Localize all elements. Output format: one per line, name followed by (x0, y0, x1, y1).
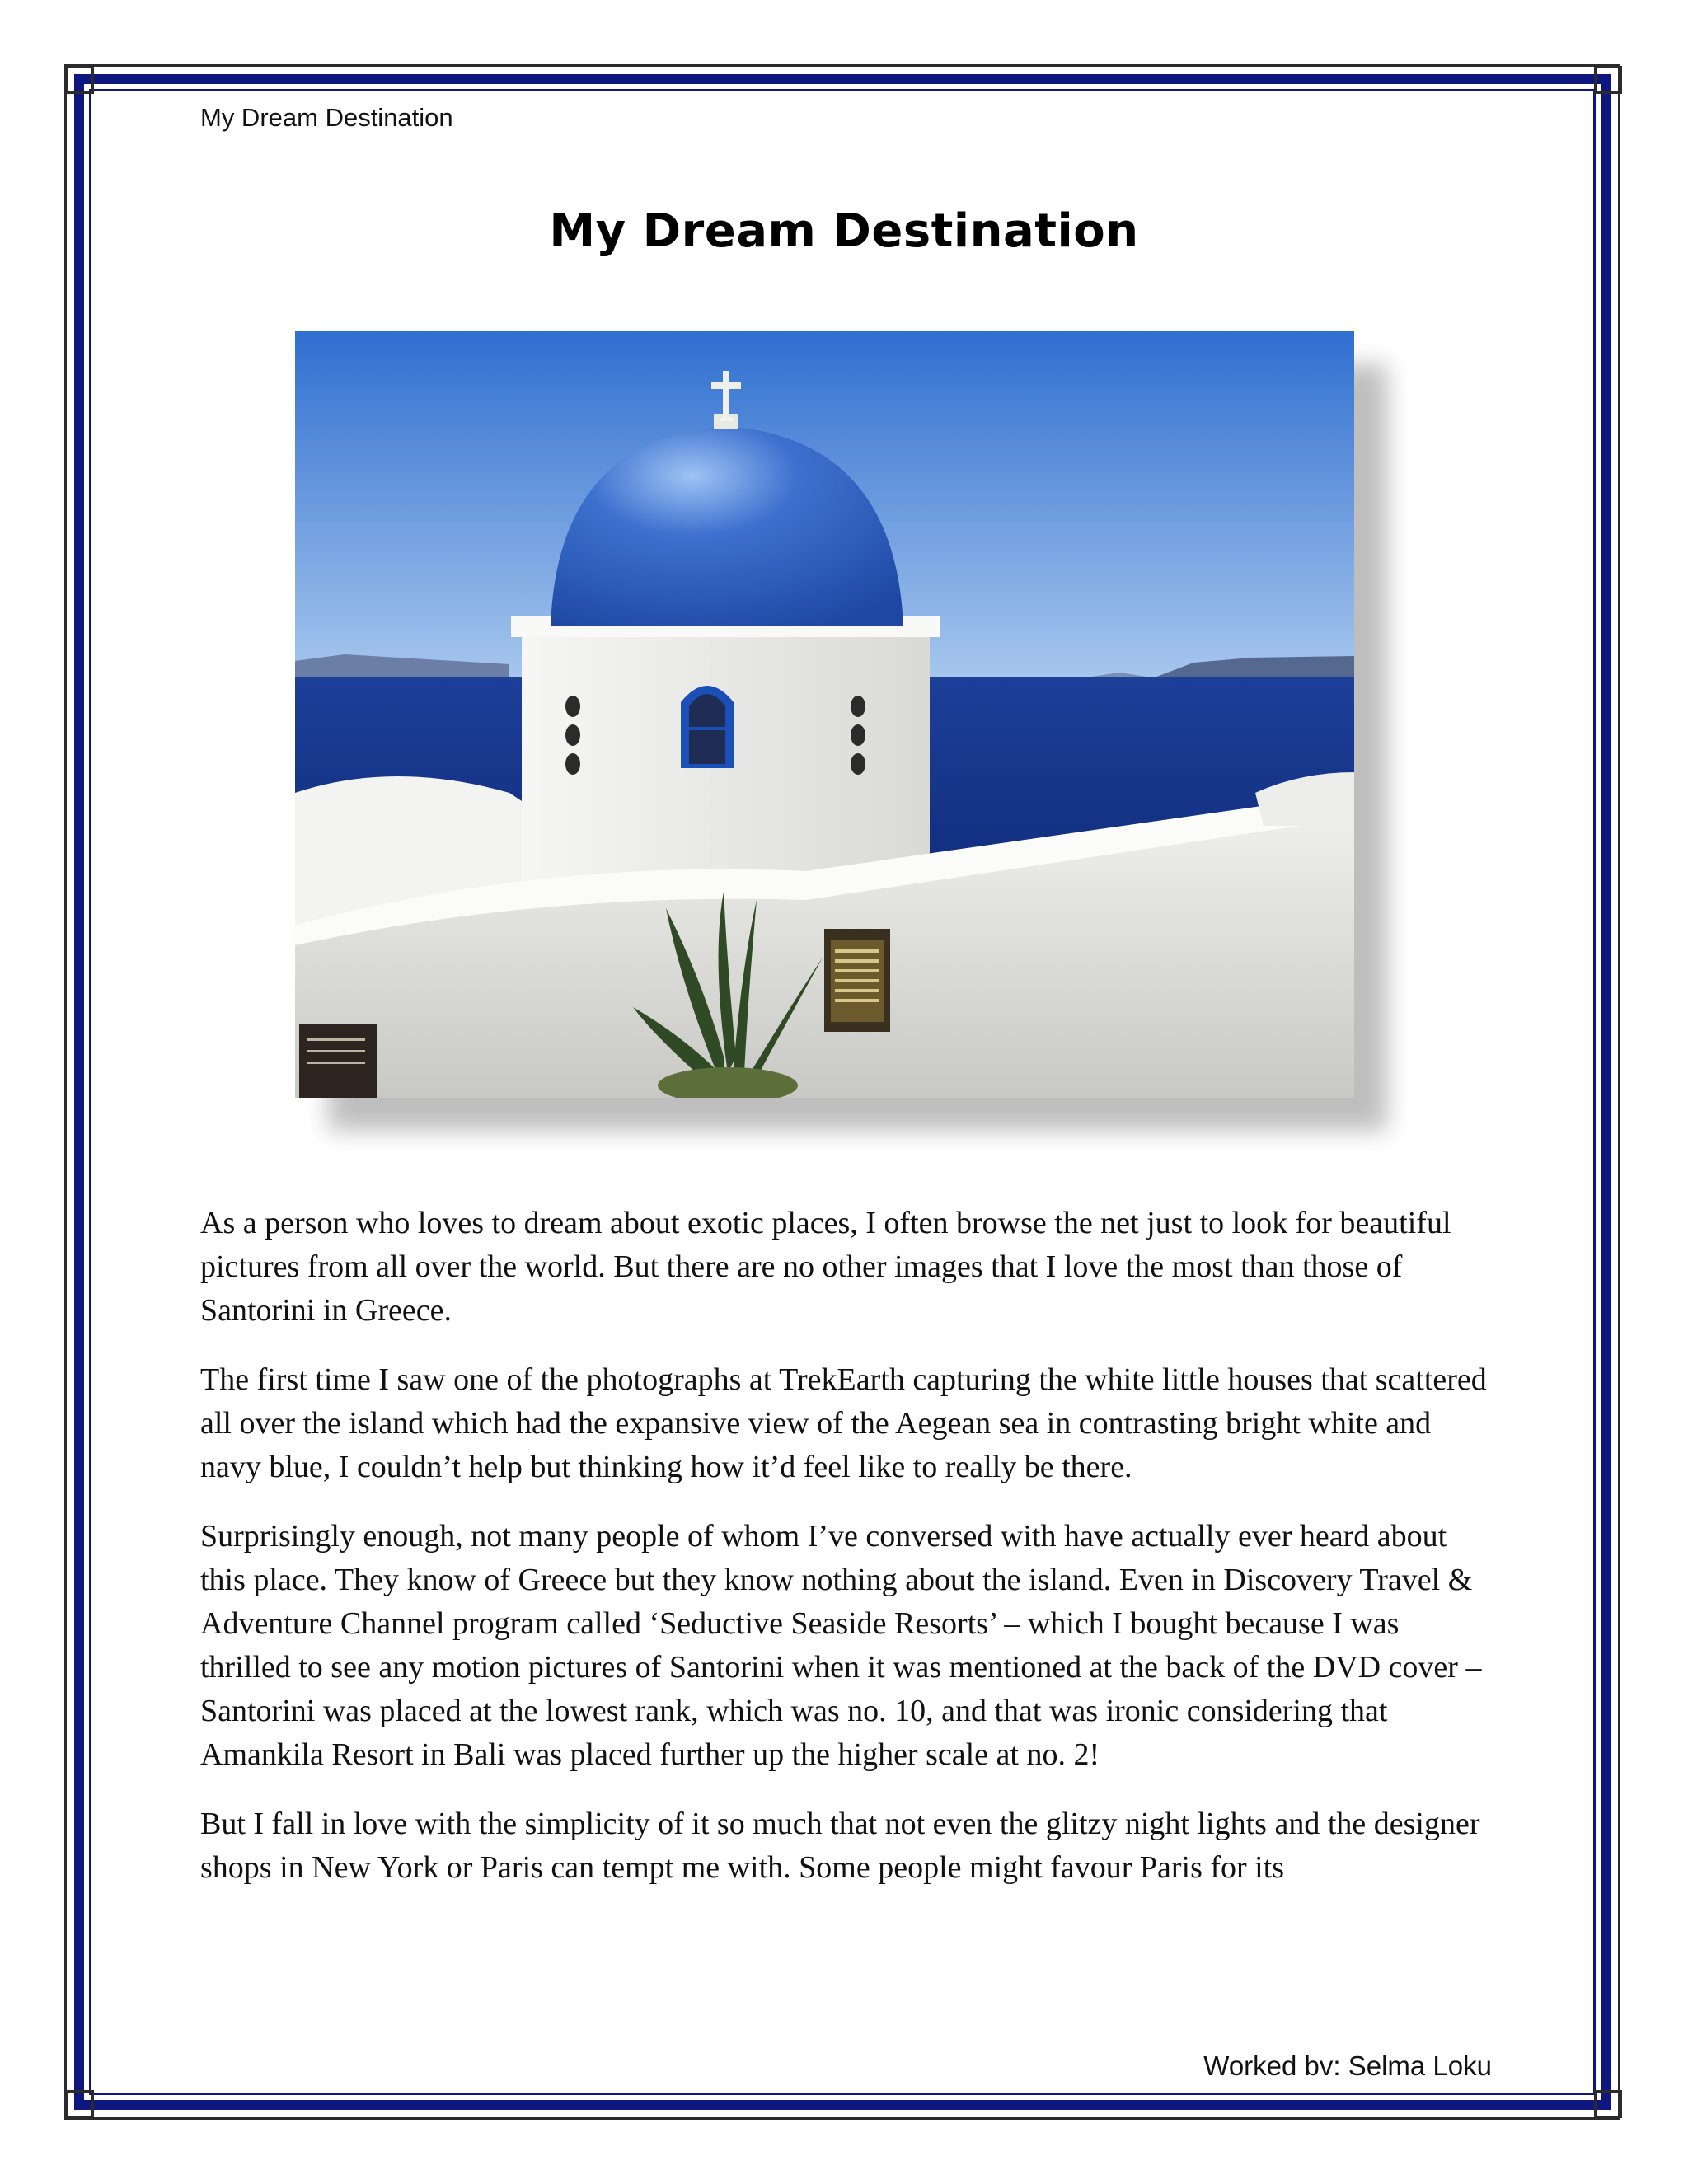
border-corner (1594, 66, 1622, 94)
border-corner (66, 2090, 94, 2118)
page-title: My Dream Destination (549, 204, 1139, 258)
border-corner (1594, 2090, 1622, 2118)
paragraph: As a person who loves to dream about exotic places, I often browse the net just to look for beautiful pictures from all over the world. But there are no other images that I love the most than those of Santorini in Greece. (200, 1206, 1451, 1328)
footer-credit: Worked bv: Selma Loku (1203, 2050, 1492, 2081)
paragraph: But I fall in love with the simplicity of it so much that not even the glitzy night lights and the designer shops in New York or Paris can tempt me with. Some people might favour Paris for its (200, 1807, 1480, 1885)
border-corner (66, 66, 94, 94)
paragraph: Surprisingly enough, not many people of whom I’ve conversed with have actually ever heard about this place. They know of Greece but they know nothing about the island. Even in Discovery Travel & Adventure Channel program called ‘Seductive Seaside Resorts’ – which I bought because I was thrilled to see any motion pictures of Santorini when it was mentioned at the back of the DVD cover – Santorini was placed at the lowest rank, which was no. 10, and that was ironic considering that Amankila Resort in Bali was placed further up the higher scale at no. 2! (200, 1519, 1482, 1772)
photo-frame (295, 331, 1354, 1098)
article-body (200, 1202, 1494, 1915)
santorini-photo (295, 331, 1354, 1098)
paragraph: The first time I saw one of the photographs at TrekEarth capturing the white little houses that scattered all over the island which had the expansive view of the Aegean sea in contrasting bright white and navy blue, I couldn’t help but thinking how it’d feel like to really be there. (200, 1362, 1487, 1484)
running-header: My Dream Destination (200, 103, 453, 132)
santorini-church-illustration (295, 331, 1354, 1098)
